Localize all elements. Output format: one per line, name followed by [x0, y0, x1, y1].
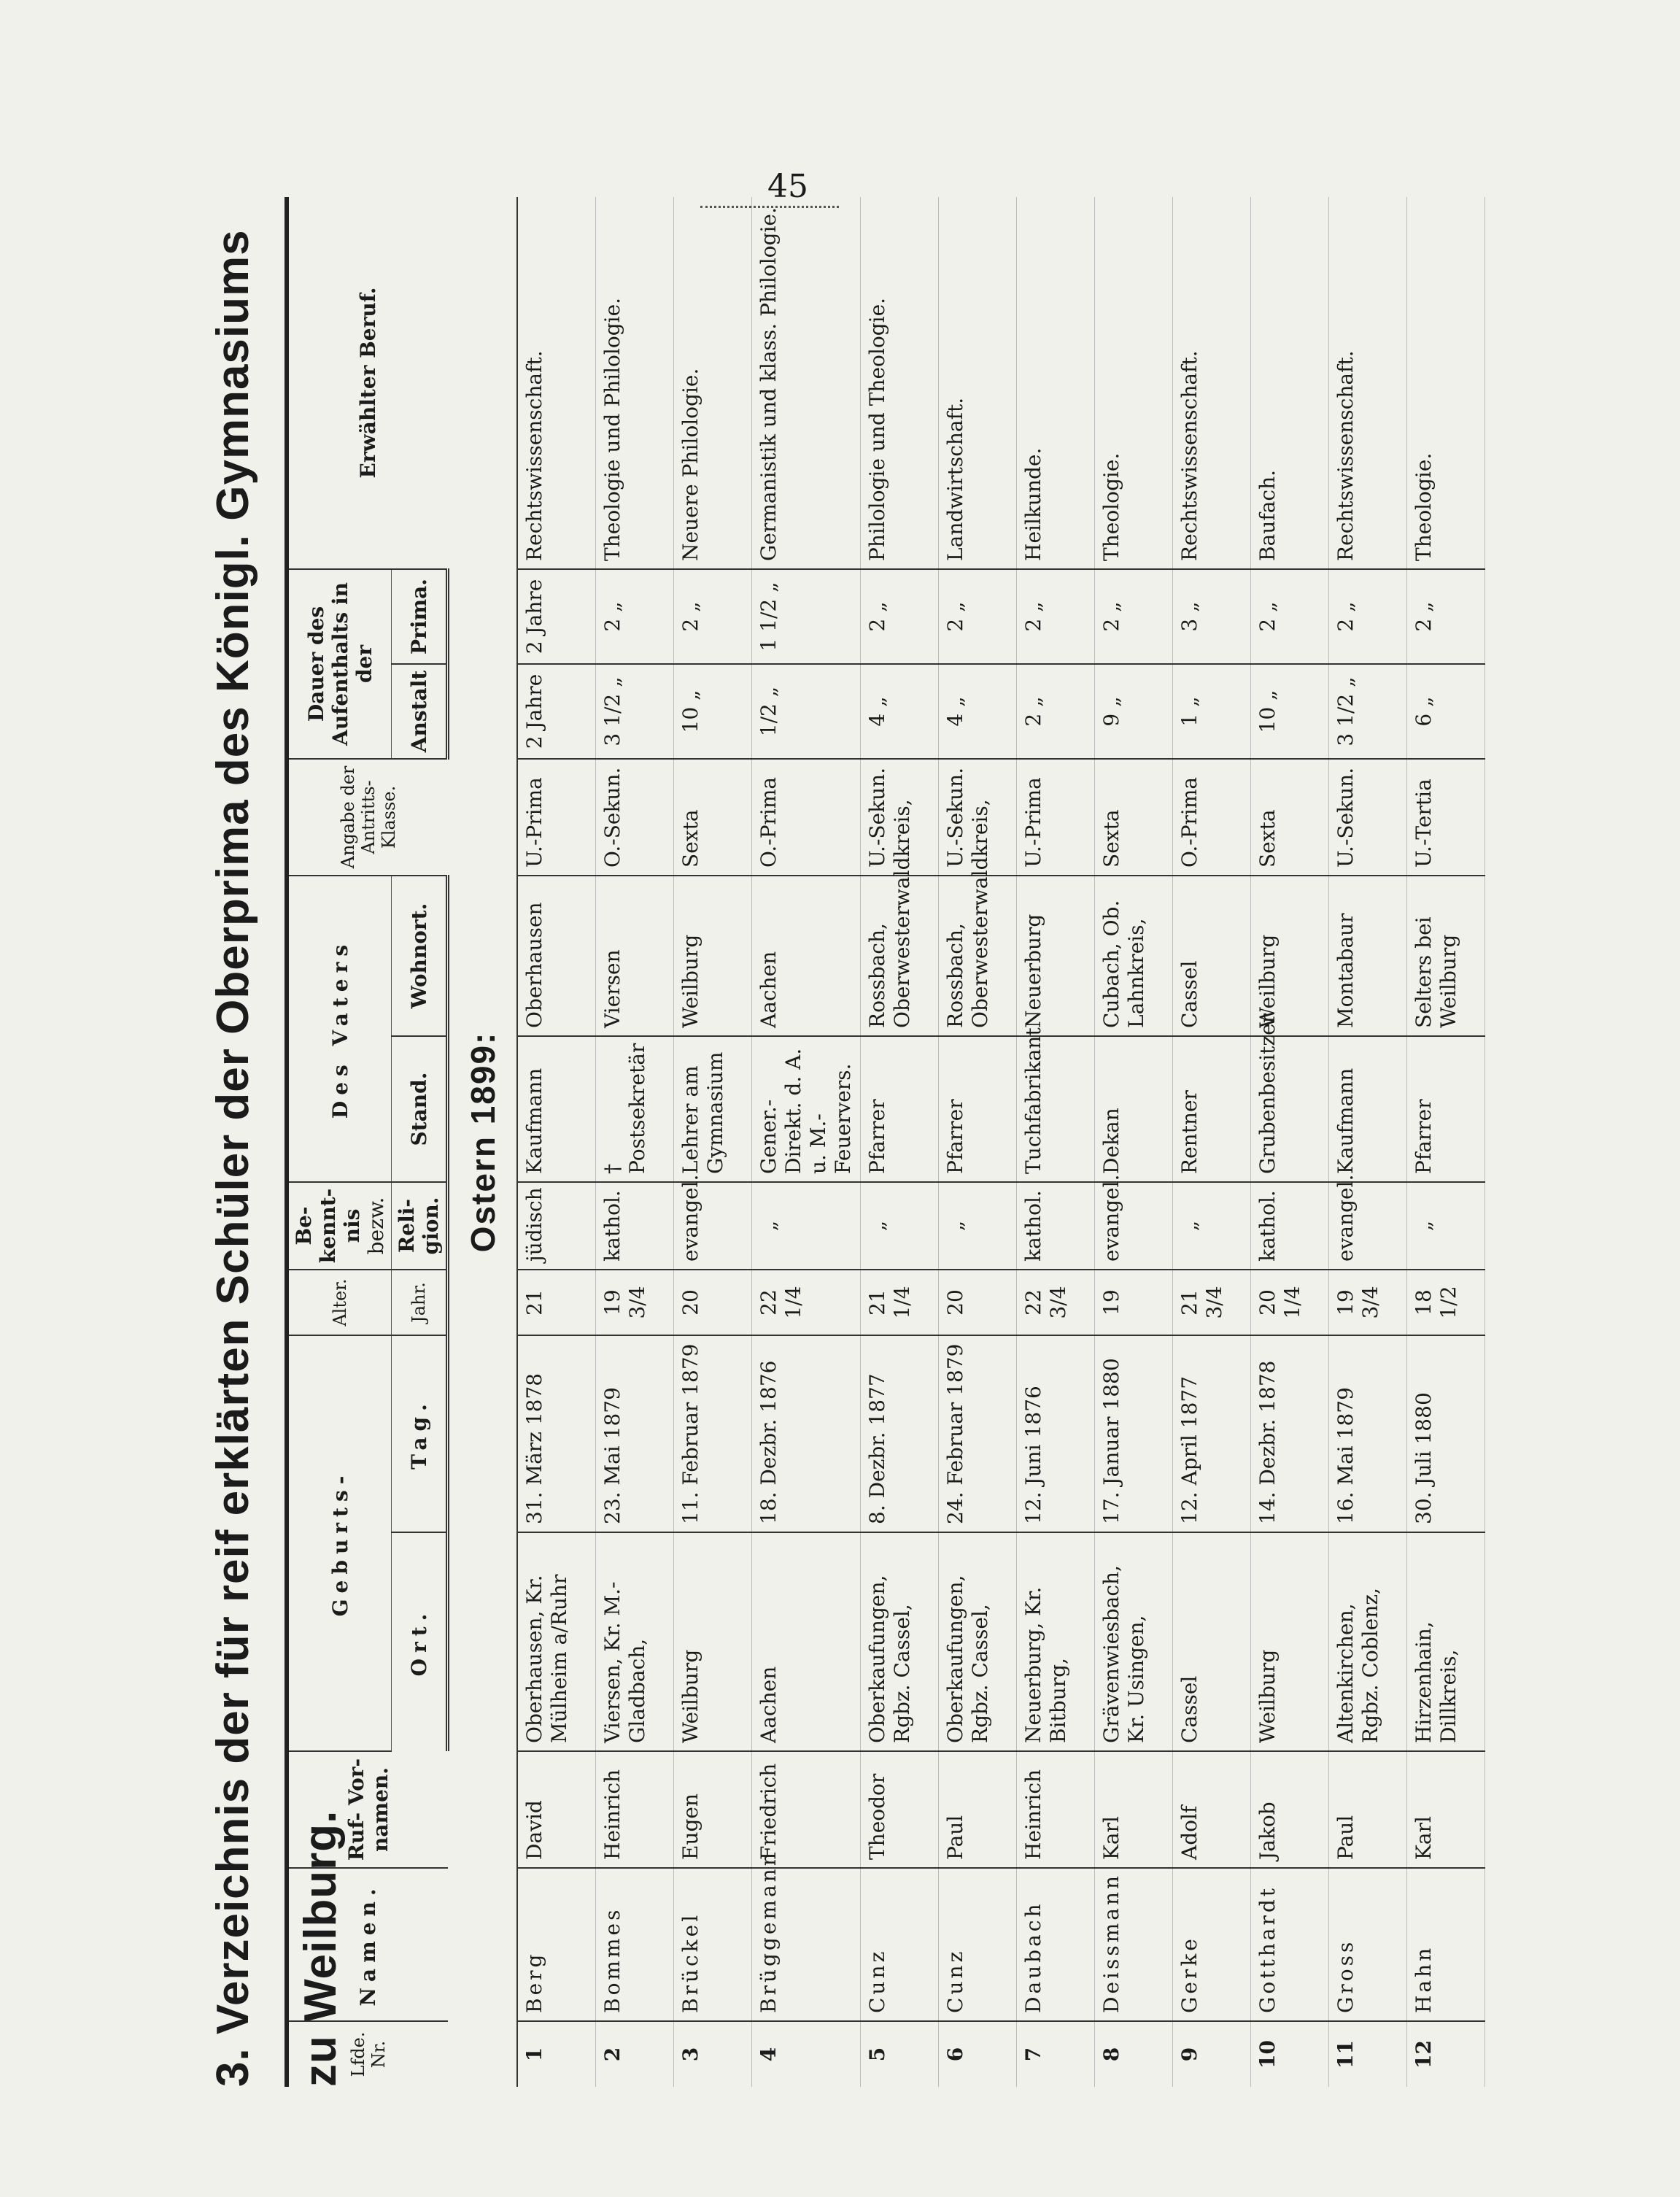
entry-class: O.-Sekun. — [596, 759, 674, 876]
table-row — [517, 197, 596, 2087]
row-number: 5 — [861, 2021, 939, 2087]
birth-date: 11. Februar 1879 — [674, 1335, 752, 1532]
duration-institution: 4 „ — [861, 664, 939, 759]
duration-institution: 9 „ — [1095, 664, 1173, 759]
header-father: Des Vaters — [287, 876, 392, 1182]
student-surname: Gotthardt — [1251, 1868, 1329, 2021]
religion: „ — [939, 1182, 1017, 1270]
entry-class: U.-Sekun. — [939, 759, 1017, 876]
student-surname: Hahn — [1407, 1868, 1485, 2021]
birth-date: 8. Dezbr. 1877 — [861, 1335, 939, 1532]
header-birth-place: Ort. — [392, 1532, 448, 1751]
header-age: Alter. — [287, 1270, 392, 1335]
birth-date: 23. Mai 1879 — [596, 1335, 674, 1532]
birth-place: Hirzenhain, Dillkreis, — [1407, 1532, 1485, 1751]
duration-institution: 6 „ — [1407, 664, 1485, 759]
birth-place: Oberkaufungen, Rgbz. Cassel, — [939, 1532, 1017, 1751]
row-number: 4 — [752, 2021, 861, 2087]
father-residence: Cubach, Ob. Lahnkreis, — [1095, 876, 1173, 1036]
student-surname: Berg — [517, 1868, 596, 2021]
entry-class: U.-Sekun. — [1329, 759, 1407, 876]
birth-date: 17. Januar 1880 — [1095, 1335, 1173, 1532]
age: 22 1/4 — [752, 1270, 861, 1335]
entry-class: U.-Sekun. — [861, 759, 939, 876]
duration-institution: 10 „ — [674, 664, 752, 759]
table-row — [674, 197, 752, 2087]
father-residence: Selters bei Weilburg — [1407, 876, 1485, 1036]
father-status: Tuchfabrikant — [1017, 1036, 1095, 1182]
father-status: Gener.-Direkt. d. A. u. M.-Feuervers. — [752, 1036, 861, 1182]
birth-date: 12. Juni 1876 — [1017, 1335, 1095, 1532]
row-number: 7 — [1017, 2021, 1095, 2087]
duration-prima: 2 „ — [939, 569, 1017, 664]
birth-date: 16. Mai 1879 — [1329, 1335, 1407, 1532]
student-surname: Brückel — [674, 1868, 752, 2021]
father-residence: Weilburg — [674, 876, 752, 1036]
father-status: Kaufmann — [517, 1036, 596, 1182]
age: 18 1/2 — [1407, 1270, 1485, 1335]
chosen-profession: Neuere Philologie. — [674, 197, 752, 569]
age: 19 — [1095, 1270, 1173, 1335]
religion: „ — [861, 1182, 939, 1270]
student-surname: Cunz — [861, 1868, 939, 2021]
birth-date: 14. Dezbr. 1878 — [1251, 1335, 1329, 1532]
header-birth-date: Tag. — [392, 1335, 448, 1532]
religion: kathol. — [1251, 1182, 1329, 1270]
chosen-profession: Heilkunde. — [1017, 197, 1095, 569]
chosen-profession: Germanistik und klass. Philologie. — [752, 197, 861, 569]
father-residence: Rossbach, Oberwesterwaldkreis, — [939, 876, 1017, 1036]
header-confession: Be- kennt- nis bezw. — [287, 1182, 392, 1270]
page-number: 45 — [767, 168, 808, 205]
birth-date: 18. Dezbr. 1876 — [752, 1335, 861, 1532]
father-status: Pfarrer — [939, 1036, 1017, 1182]
header-duration-institution: Anstalt — [392, 664, 448, 759]
age: 21 1/4 — [861, 1270, 939, 1335]
entry-class: U.-Prima — [1017, 759, 1095, 876]
chosen-profession: Theologie. — [1407, 197, 1485, 569]
header-entry-class: Angabe der Antritts- Klasse. — [287, 759, 448, 876]
entry-class: O.-Prima — [752, 759, 861, 876]
religion: evangel. — [1329, 1182, 1407, 1270]
birth-place: Altenkirchen, Rgbz. Coblenz, — [1329, 1532, 1407, 1751]
birth-place: Aachen — [752, 1532, 861, 1751]
chosen-profession: Theologie. — [1095, 197, 1173, 569]
father-status: Pfarrer — [1407, 1036, 1485, 1182]
age: 21 3/4 — [1173, 1270, 1251, 1335]
row-number: 2 — [596, 2021, 674, 2087]
rotated-register-sheet — [190, 207, 1547, 2087]
row-number: 3 — [674, 2021, 752, 2087]
student-first-name: Paul — [939, 1751, 1017, 1868]
duration-prima: 2 „ — [596, 569, 674, 664]
table-row — [1017, 197, 1095, 2087]
student-surname: Gerke — [1173, 1868, 1251, 2021]
father-residence: Rossbach, Oberwesterwaldkreis, — [861, 876, 939, 1036]
header-father-status: Stand. — [392, 1036, 448, 1182]
entry-class: U.-Tertia — [1407, 759, 1485, 876]
birth-place: Weilburg — [674, 1532, 752, 1751]
student-first-name: Jakob — [1251, 1751, 1329, 1868]
birth-place: Grävenwiesbach, Kr. Usingen, — [1095, 1532, 1173, 1751]
entry-class: Sexta — [674, 759, 752, 876]
father-status: Lehrer am Gymnasium — [674, 1036, 752, 1182]
birth-date: 24. Februar 1879 — [939, 1335, 1017, 1532]
duration-prima: 2 „ — [674, 569, 752, 664]
table-row — [1329, 197, 1407, 2087]
father-residence: Viersen — [596, 876, 674, 1036]
entry-class: U.-Prima — [517, 759, 596, 876]
father-residence: Aachen — [752, 876, 861, 1036]
duration-institution: 3 1/2 „ — [1329, 664, 1407, 759]
entry-class: O.-Prima — [1173, 759, 1251, 876]
chosen-profession: Baufach. — [1251, 197, 1329, 569]
duration-institution: 2 Jahre — [517, 664, 596, 759]
duration-prima: 2 „ — [1017, 569, 1095, 664]
birth-place: Cassel — [1173, 1532, 1251, 1751]
age: 20 — [939, 1270, 1017, 1335]
birth-place: Neuerburg, Kr. Bitburg, — [1017, 1532, 1095, 1751]
duration-institution: 4 „ — [939, 664, 1017, 759]
duration-prima: 1 1/2 „ — [752, 569, 861, 664]
duration-prima: 3 „ — [1173, 569, 1251, 664]
father-residence: Cassel — [1173, 876, 1251, 1036]
religion: jüdisch — [517, 1182, 596, 1270]
birth-place: Oberhausen, Kr. Mülheim a/Ruhr — [517, 1532, 596, 1751]
birth-place: Viersen, Kr. M.-Gladbach, — [596, 1532, 674, 1751]
header-age-years: Jahr. — [392, 1270, 448, 1335]
student-first-name: Theodor — [861, 1751, 939, 1868]
birth-date: 30. Juli 1880 — [1407, 1335, 1485, 1532]
student-surname: Deissmann — [1095, 1868, 1173, 2021]
header-birth: Geburts- — [287, 1335, 392, 1751]
religion: „ — [1407, 1182, 1485, 1270]
student-first-name: Friedrich — [752, 1751, 861, 1868]
row-number: 11 — [1329, 2021, 1407, 2087]
student-first-name: Heinrich — [1017, 1751, 1095, 1868]
duration-prima: 2 „ — [1407, 569, 1485, 664]
religion: kathol. — [1017, 1182, 1095, 1270]
entry-class: Sexta — [1095, 759, 1173, 876]
father-residence: Weilburg — [1251, 876, 1329, 1036]
duration-prima: 2 „ — [1095, 569, 1173, 664]
father-status: Grubenbesitzer — [1251, 1036, 1329, 1182]
header-religion: Reli- gion. — [392, 1182, 448, 1270]
chosen-profession: Theologie und Philologie. — [596, 197, 674, 569]
age: 19 3/4 — [1329, 1270, 1407, 1335]
student-surname: Gross — [1329, 1868, 1407, 2021]
father-status: Pfarrer — [861, 1036, 939, 1182]
duration-institution: 2 „ — [1017, 664, 1095, 759]
header-names: Namen. — [287, 1868, 448, 2021]
birth-date: 12. April 1877 — [1173, 1335, 1251, 1532]
father-status: Rentner — [1173, 1036, 1251, 1182]
age: 20 1/4 — [1251, 1270, 1329, 1335]
student-surname: Bommes — [596, 1868, 674, 2021]
student-first-name: Eugen — [674, 1751, 752, 1868]
header-profession: Erwählter Beruf. — [287, 197, 448, 569]
student-first-name: Paul — [1329, 1751, 1407, 1868]
duration-prima: 2 „ — [861, 569, 939, 664]
student-first-name: David — [517, 1751, 596, 1868]
chosen-profession: Rechtswissenschaft. — [517, 197, 596, 569]
father-residence: Neuerburg — [1017, 876, 1095, 1036]
table-row — [1407, 197, 1485, 2087]
age: 22 3/4 — [1017, 1270, 1095, 1335]
student-surname: Daubach — [1017, 1868, 1095, 2021]
table-row — [939, 197, 1017, 2087]
table-row — [1251, 197, 1329, 2087]
row-number: 12 — [1407, 2021, 1485, 2087]
religion: evangel. — [1095, 1182, 1173, 1270]
duration-prima: 2 „ — [1251, 569, 1329, 664]
header-number: Lfde. Nr. — [287, 2021, 448, 2087]
religion: „ — [1173, 1182, 1251, 1270]
row-number: 8 — [1095, 2021, 1173, 2087]
chosen-profession: Rechtswissenschaft. — [1173, 197, 1251, 569]
table-row — [1095, 197, 1173, 2087]
row-number: 1 — [517, 2021, 596, 2087]
duration-institution: 1 „ — [1173, 664, 1251, 759]
section-heading: Ostern 1899: — [448, 197, 518, 2087]
table-row — [861, 197, 939, 2087]
header-father-residence: Wohnort. — [392, 876, 448, 1036]
document-title: 3. Verzeichnis der für reif erklärten Schüler der Oberprima des Königl. Gymnasiums zu Weilburg. — [208, 229, 346, 2087]
father-residence: Oberhausen — [517, 876, 596, 1036]
row-number: 10 — [1251, 2021, 1329, 2087]
chosen-profession: Philologie und Theologie. — [861, 197, 939, 569]
header-duration: Dauer des Aufenthalts in der — [287, 569, 392, 759]
age: 20 — [674, 1270, 752, 1335]
religion: kathol. — [596, 1182, 674, 1270]
birth-place: Oberkaufungen, Rgbz. Cassel, — [861, 1532, 939, 1751]
chosen-profession: Landwirtschaft. — [939, 197, 1017, 569]
duration-institution: 3 1/2 „ — [596, 664, 674, 759]
father-status: Kaufmann — [1329, 1036, 1407, 1182]
birth-date: 31. März 1878 — [517, 1335, 596, 1532]
row-number: 6 — [939, 2021, 1017, 2087]
student-first-name: Karl — [1095, 1751, 1173, 1868]
table-row — [596, 197, 674, 2087]
duration-institution: 1/2 „ — [752, 664, 861, 759]
student-surname: Brüggemann — [752, 1868, 861, 2021]
header-duration-prima: Prima. — [392, 569, 448, 664]
entry-class: Sexta — [1251, 759, 1329, 876]
student-surname: Cunz — [939, 1868, 1017, 2021]
student-first-name: Adolf — [1173, 1751, 1251, 1868]
graduates-register-table — [284, 197, 1485, 2087]
father-status: Dekan — [1095, 1036, 1173, 1182]
age: 19 3/4 — [596, 1270, 674, 1335]
father-residence: Montabaur — [1329, 876, 1407, 1036]
chosen-profession: Rechtswissenschaft. — [1329, 197, 1407, 569]
father-status: † Postsekretär — [596, 1036, 674, 1182]
table-row — [752, 197, 861, 2087]
birth-place: Weilburg — [1251, 1532, 1329, 1751]
student-first-name: Karl — [1407, 1751, 1485, 1868]
header-first-names: Ruf- Vor- namen. — [287, 1751, 448, 1868]
religion: „ — [752, 1182, 861, 1270]
duration-institution: 10 „ — [1251, 664, 1329, 759]
student-first-name: Heinrich — [596, 1751, 674, 1868]
section-row — [448, 197, 518, 2087]
table-row — [1173, 197, 1251, 2087]
duration-prima: 2 Jahre — [517, 569, 596, 664]
duration-prima: 2 „ — [1329, 569, 1407, 664]
row-number: 9 — [1173, 2021, 1251, 2087]
age: 21 — [517, 1270, 596, 1335]
religion: evangel. — [674, 1182, 752, 1270]
